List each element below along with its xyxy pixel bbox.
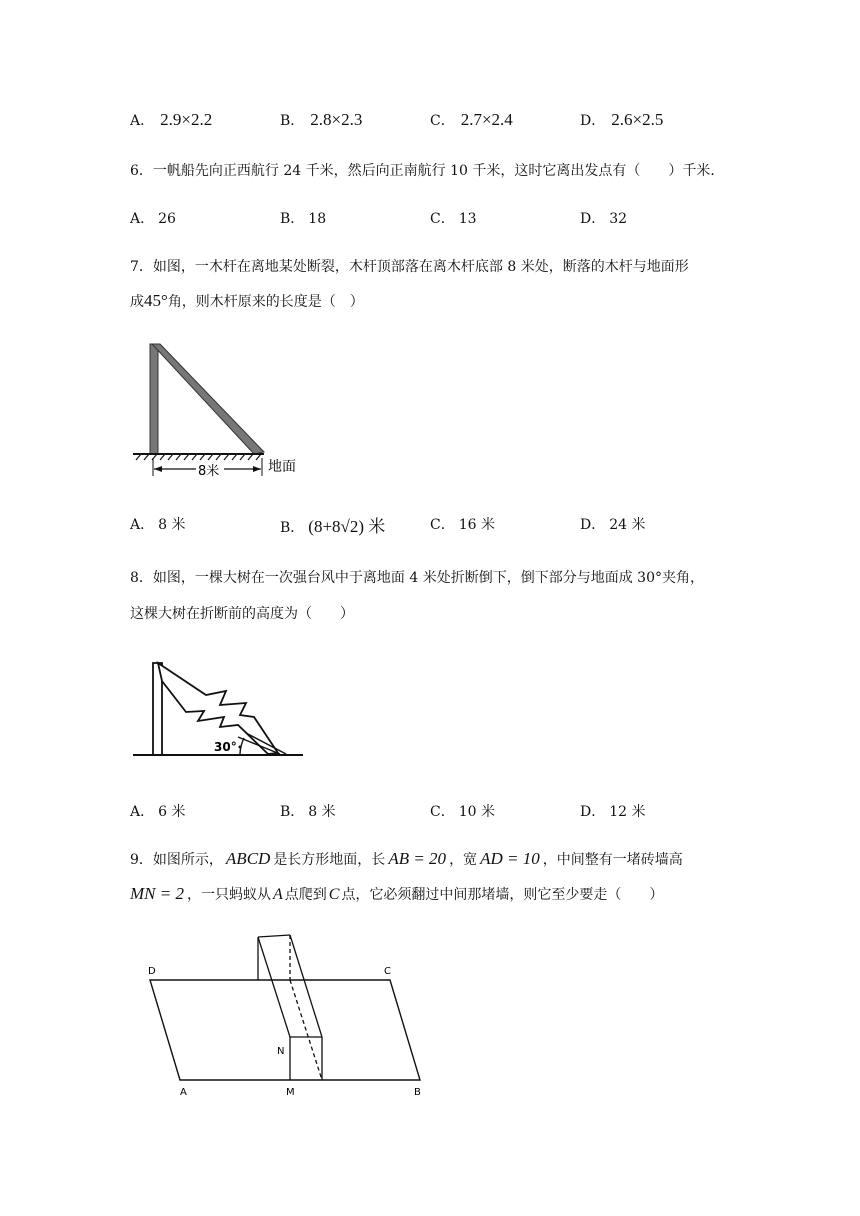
q9-label-d: D bbox=[148, 966, 156, 977]
q8-option-c: C． 10 米 bbox=[430, 804, 495, 820]
q7-option-a: A． 8 米 bbox=[130, 517, 186, 533]
q5-option-a: A． 2.9×2.2 bbox=[130, 110, 213, 129]
q5-option-d: D． 2.6×2.5 bbox=[580, 110, 664, 129]
q6-option-c: C． 13 bbox=[430, 211, 477, 227]
q6-option-b: B． 18 bbox=[280, 211, 327, 227]
q6-stem: 6．一帆船先向正西航行 24 千米，然后向正南航行 10 千米，这时它离出发点有（ ）千米． bbox=[130, 163, 725, 179]
q9-floor bbox=[150, 980, 420, 1080]
q5-option-c: C． 2.7×2.4 bbox=[430, 110, 513, 129]
q9-figure bbox=[140, 925, 440, 1100]
q9-label-n: N bbox=[277, 1046, 285, 1057]
q7-distance-label: 8米 bbox=[198, 464, 220, 479]
q9-stem-line1: 9．如图所示， ABCD 是长方形地面，长 AB = 20 ，宽 AD = 10 ，中间整有一堵砖墙高 bbox=[130, 849, 683, 868]
q7-option-b: B． (8+8√2) 米 bbox=[280, 517, 386, 536]
q5-option-b: B． 2.8×2.3 bbox=[280, 110, 363, 129]
q7-ground-label: 地面 bbox=[268, 459, 296, 475]
q6-option-a: A． 26 bbox=[130, 211, 176, 227]
q7-option-c: C． 16 米 bbox=[430, 517, 495, 533]
q7-stem-line2: 成45°角，则木杆原来的长度是（ ） bbox=[130, 291, 364, 310]
q7-stem-line1: 7．如图，一木杆在离地某处断裂，木杆顶部落在离木杆底部 8 米处，断落的木杆与地面形 bbox=[130, 259, 689, 275]
q7-pole bbox=[150, 344, 158, 454]
q7-broken-pole bbox=[152, 344, 264, 454]
q8-option-d: D． 12 米 bbox=[580, 804, 646, 820]
q8-angle-label: 30° bbox=[214, 740, 237, 754]
q7-option-d: D． 24 米 bbox=[580, 517, 646, 533]
q9-label-c: C bbox=[384, 966, 391, 977]
q8-option-b: B． 8 米 bbox=[280, 804, 336, 820]
q9-label-a: A bbox=[180, 1087, 187, 1098]
q8-stem-line1: 8．如图，一棵大树在一次强台风中于离地面 4 米处折断倒下，倒下部分与地面成 30°夹角， bbox=[130, 570, 704, 586]
q9-label-b: B bbox=[414, 1087, 421, 1098]
q9-wall bbox=[258, 935, 322, 1080]
q8-figure bbox=[128, 655, 308, 765]
q6-option-d: D． 32 bbox=[580, 211, 628, 227]
q8-stem-line2: 这棵大树在折断前的高度为（ ） bbox=[130, 606, 354, 622]
q9-label-m: M bbox=[286, 1087, 295, 1098]
q7-figure bbox=[128, 336, 318, 486]
q9-stem-line2: MN = 2 ，一只蚂蚁从 A 点爬到 C 点，它必须翻过中间那堵墙，则它至少要走（ ） bbox=[130, 884, 664, 903]
q8-option-a: A． 6 米 bbox=[130, 804, 186, 820]
